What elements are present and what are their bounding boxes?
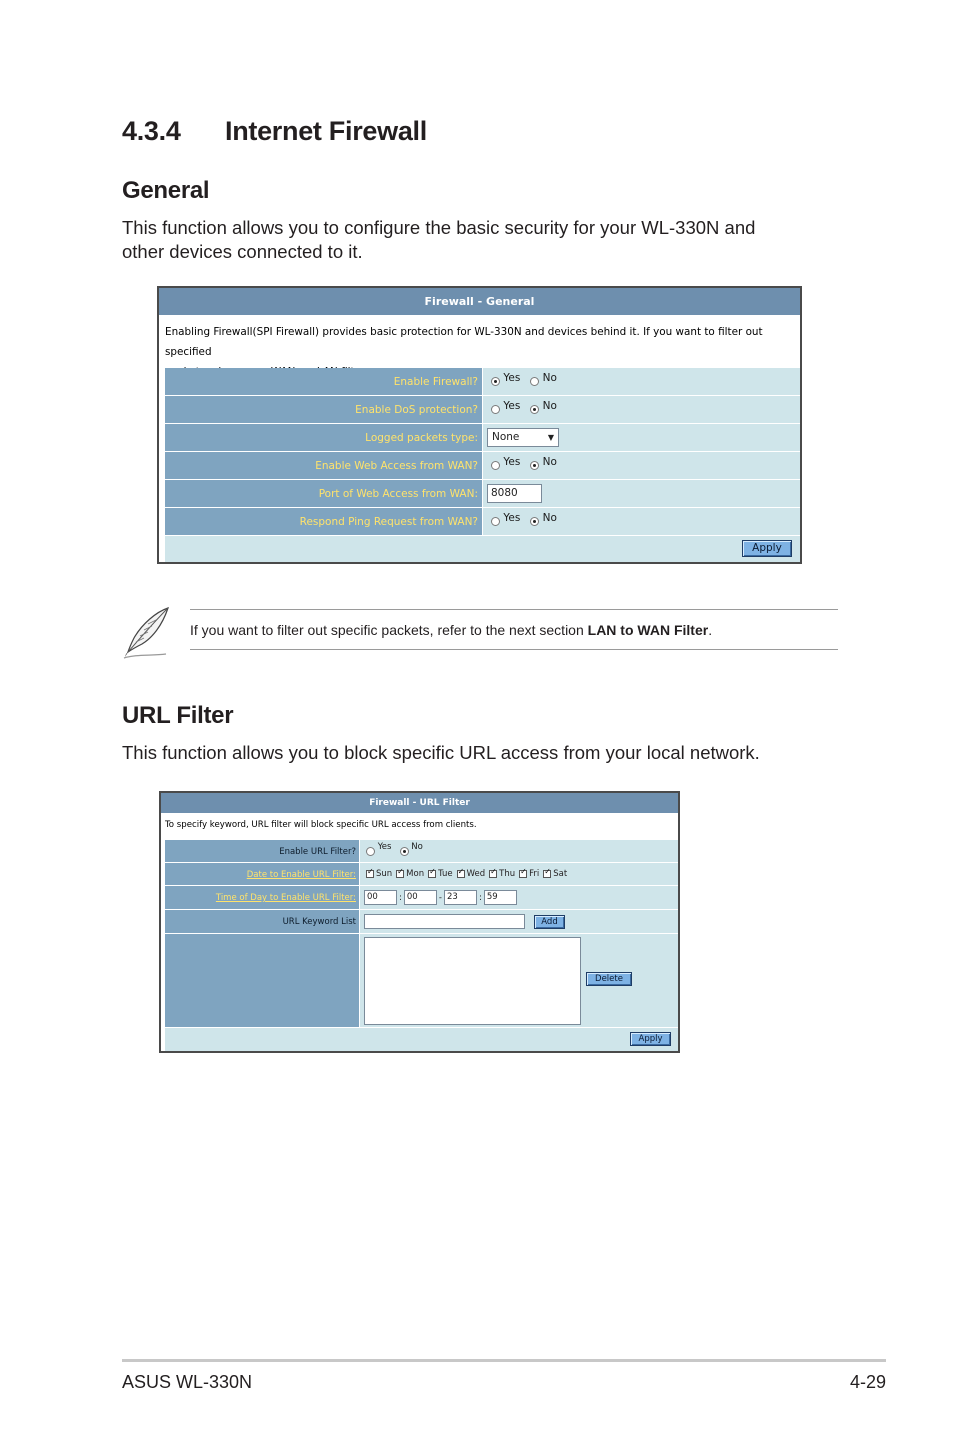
url-date-days: ✓ Sun ✓ Mon ✓ Tue ✓ Wed ✓ Thu ✓ Fri ✓ Sat [360, 863, 678, 885]
time-end-hour-input[interactable]: 23 [444, 890, 477, 905]
section-title: Internet Firewall [225, 116, 427, 146]
ping-request-label: Respond Ping Request from WAN? [165, 508, 483, 535]
day-fri-checkbox[interactable] [519, 870, 527, 878]
url-time-inputs: 00 : 00 - 23 : 59 [360, 886, 678, 909]
url-time-row [165, 886, 678, 909]
web-port-row [165, 480, 800, 507]
firewall-url-panel [159, 791, 680, 1053]
firewall-general-panel [157, 286, 802, 564]
note-top-divider [190, 609, 838, 610]
url-filter-text: This function allows you to block specific URL access from your local network. [122, 742, 760, 763]
note-bottom-divider [190, 649, 838, 650]
chevron-down-icon: ▼ [547, 433, 554, 442]
url-list-label-cell [165, 934, 360, 1027]
time-start-minute-input[interactable]: 00 [404, 890, 437, 905]
add-button[interactable]: Add [534, 915, 565, 929]
ping-request-yes-radio[interactable] [491, 517, 500, 526]
url-enable-label: Enable URL Filter? [165, 840, 360, 862]
url-date-row [165, 863, 678, 885]
apply-row [165, 536, 800, 562]
apply-button[interactable]: Apply [742, 540, 792, 557]
note-text: If you want to filter out specific packets, refer to the next section LAN to WAN Filter. [190, 622, 713, 638]
logged-packets-label: Logged packets type: [165, 424, 483, 451]
firewall-general-title: Firewall - General [159, 288, 800, 315]
feather-pen-icon [122, 604, 172, 660]
url-list-cell [360, 934, 678, 1027]
enable-firewall-row [165, 368, 800, 395]
url-apply-row [165, 1028, 678, 1051]
general-text: This function allows you to configure the basic security for your WL-330N and other devices connected to it. [122, 217, 756, 262]
web-access-label: Enable Web Access from WAN? [165, 452, 483, 479]
section-number: 4.3.4 [122, 116, 181, 146]
day-tue-checkbox[interactable] [428, 870, 436, 878]
ping-request-options: Yes No [483, 508, 800, 535]
ping-request-row [165, 508, 800, 535]
section-heading [122, 116, 427, 147]
footer-product: ASUS WL-330N [122, 1372, 253, 1392]
url-enable-no-radio[interactable] [400, 847, 409, 856]
ping-request-no-radio[interactable] [530, 517, 539, 526]
day-mon-checkbox[interactable] [396, 870, 404, 878]
url-filter-heading: URL Filter [122, 702, 234, 729]
enable-firewall-yes-radio[interactable] [491, 377, 500, 386]
footer-divider [122, 1359, 886, 1362]
dos-protection-row [165, 396, 800, 423]
url-keyword-list[interactable] [364, 937, 581, 1025]
url-enable-yes-radio[interactable] [366, 847, 375, 856]
dos-protection-yes-radio[interactable] [491, 405, 500, 414]
day-wed-checkbox[interactable] [457, 870, 465, 878]
url-date-label: Date to Enable URL Filter: [165, 863, 360, 885]
web-port-cell [483, 480, 800, 507]
time-start-hour-input[interactable]: 00 [364, 890, 397, 905]
web-access-yes-radio[interactable] [491, 461, 500, 470]
day-sun-checkbox[interactable] [366, 870, 374, 878]
logged-packets-cell [483, 424, 800, 451]
time-end-minute-input[interactable]: 59 [484, 890, 517, 905]
enable-firewall-options: Yes No [483, 368, 800, 395]
delete-button[interactable]: Delete [586, 972, 632, 986]
url-list-row [165, 934, 678, 1027]
url-time-label: Time of Day to Enable URL Filter: [165, 886, 360, 909]
footer-page-number: 4-29 [849, 1372, 886, 1392]
url-enable-row [165, 840, 678, 862]
enable-firewall-label: Enable Firewall? [165, 368, 483, 395]
url-keyword-row [165, 910, 678, 933]
web-port-label: Port of Web Access from WAN: [165, 480, 483, 507]
web-access-row [165, 452, 800, 479]
dos-protection-options: Yes No [483, 396, 800, 423]
enable-firewall-no-radio[interactable] [530, 377, 539, 386]
web-access-options: Yes No [483, 452, 800, 479]
logged-packets-select[interactable]: None ▼ [487, 428, 559, 447]
url-keyword-cell [360, 910, 678, 933]
day-sat-checkbox[interactable] [543, 870, 551, 878]
firewall-general-description: Enabling Firewall(SPI Firewall) provides basic protection for WL-330N and devices behind it. If you want to filter out specified [165, 326, 763, 358]
web-port-input[interactable]: 8080 [487, 484, 542, 503]
url-keyword-input[interactable] [364, 914, 525, 929]
firewall-url-title: Firewall - URL Filter [161, 793, 678, 813]
url-apply-button[interactable]: Apply [630, 1032, 671, 1046]
dos-protection-label: Enable DoS protection? [165, 396, 483, 423]
firewall-url-description: To specify keyword, URL filter will block specific URL access from clients. [165, 820, 477, 830]
general-heading: General [122, 177, 210, 204]
web-access-no-radio[interactable] [530, 461, 539, 470]
dos-protection-no-radio[interactable] [530, 405, 539, 414]
url-enable-options: Yes No [360, 840, 678, 862]
url-keyword-label: URL Keyword List [165, 910, 360, 933]
day-thu-checkbox[interactable] [489, 870, 497, 878]
logged-packets-row [165, 424, 800, 451]
